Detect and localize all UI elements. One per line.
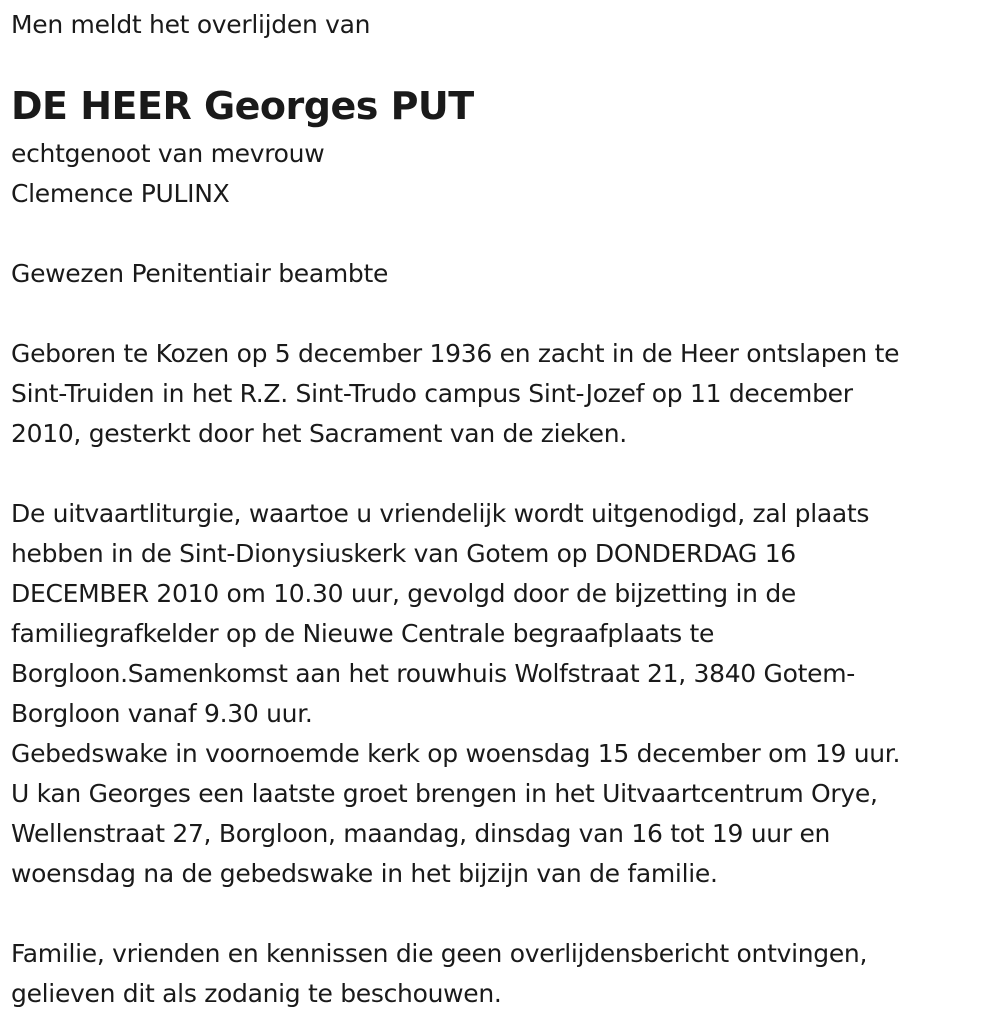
paragraph-line: hebben in de Sint-Dionysiuskerk van Gotem op DONDERDAG 16 bbox=[11, 539, 796, 568]
spouse-section bbox=[11, 134, 324, 214]
paragraph-line: Gebedswake in voornoemde kerk op woensdag 15 december om 19 uur. bbox=[11, 739, 901, 768]
spouse-name: Clemence PULINX bbox=[11, 179, 230, 208]
closing-paragraph bbox=[11, 934, 867, 1014]
birth-death-paragraph bbox=[11, 334, 899, 454]
paragraph-line: Borgloon.Samenkomst aan het rouwhuis Wolfstraat 21, 3840 Gotem- bbox=[11, 659, 855, 688]
paragraph-line: woensdag na de gebedswake in het bijzijn van de familie. bbox=[11, 859, 718, 888]
paragraph-line: DECEMBER 2010 om 10.30 uur, gevolgd door de bijzetting in de bbox=[11, 579, 796, 608]
spouse-line: echtgenoot van mevrouw bbox=[11, 139, 325, 168]
paragraph-line: familiegrafkelder op de Nieuwe Centrale begraafplaats te bbox=[11, 619, 715, 648]
paragraph-line: Sint-Truiden in het R.Z. Sint-Trudo campus Sint-Jozef op 11 december bbox=[11, 379, 853, 408]
paragraph-line: De uitvaartliturgie, waartoe u vriendelijk wordt uitgenodigd, zal plaats bbox=[11, 499, 870, 528]
paragraph-line: gelieven dit als zodanig te beschouwen. bbox=[11, 979, 502, 1008]
occupation-section bbox=[11, 254, 388, 294]
deceased-name: DE HEER Georges PUT bbox=[11, 84, 474, 128]
paragraph-line: Familie, vrienden en kennissen die geen overlijdensbericht ontvingen, bbox=[11, 939, 868, 968]
paragraph-line: Wellenstraat 27, Borgloon, maandag, dinsdag van 16 tot 19 uur en bbox=[11, 819, 831, 848]
funeral-paragraph bbox=[11, 494, 900, 894]
paragraph-line: Geboren te Kozen op 5 december 1936 en zacht in de Heer ontslapen te bbox=[11, 339, 900, 368]
paragraph-line: Borgloon vanaf 9.30 uur. bbox=[11, 699, 313, 728]
intro-text: Men meldt het overlijden van bbox=[11, 10, 371, 39]
paragraph-line: U kan Georges een laatste groet brengen in het Uitvaartcentrum Orye, bbox=[11, 779, 878, 808]
paragraph-line: 2010, gesterkt door het Sacrament van de zieken. bbox=[11, 419, 627, 448]
occupation-text: Gewezen Penitentiair beambte bbox=[11, 259, 389, 288]
